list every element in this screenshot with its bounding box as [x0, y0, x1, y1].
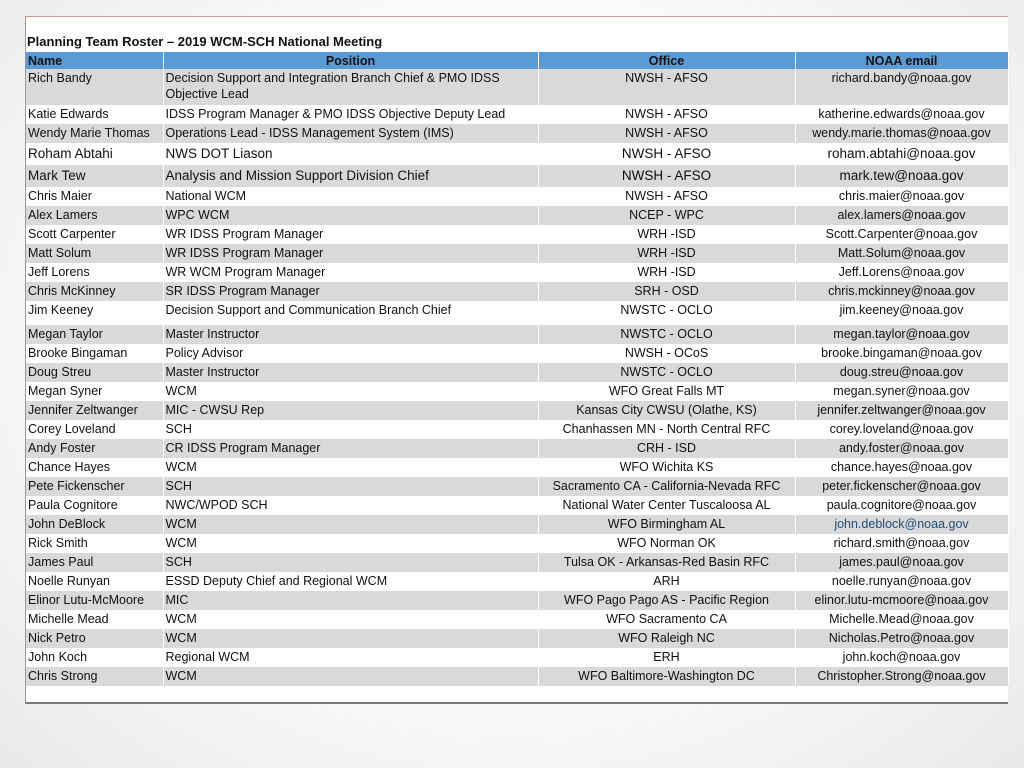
cell-email[interactable]: Michelle.Mead@noaa.gov — [795, 610, 1008, 629]
cell-position: CR IDSS Program Manager — [163, 439, 538, 458]
cell-position: MIC - CWSU Rep — [163, 401, 538, 420]
roster-table — [26, 52, 1009, 686]
cell-office: WFO Pago Pago AS - Pacific Region — [538, 591, 795, 610]
table-row — [26, 610, 1008, 629]
cell-office: SRH - OSD — [538, 282, 795, 301]
cell-position: Analysis and Mission Support Division Chief — [163, 165, 538, 187]
cell-email[interactable]: chance.hayes@noaa.gov — [795, 458, 1008, 477]
cell-email[interactable]: Nicholas.Petro@noaa.gov — [795, 629, 1008, 648]
cell-email[interactable]: john.deblock@noaa.gov — [795, 515, 1008, 534]
table-row — [26, 282, 1008, 301]
table-row — [26, 382, 1008, 401]
cell-name: Jennifer Zeltwanger — [26, 401, 163, 420]
page-title: Planning Team Roster – 2019 WCM-SCH National Meeting — [27, 34, 383, 49]
table-row — [26, 477, 1008, 496]
table-row — [26, 143, 1008, 165]
cell-position: Operations Lead - IDSS Management System (IMS) — [163, 124, 538, 143]
cell-name: Elinor Lutu-McMoore — [26, 591, 163, 610]
cell-office: Chanhassen MN - North Central RFC — [538, 420, 795, 439]
cell-office: Tulsa OK - Arkansas-Red Basin RFC — [538, 553, 795, 572]
cell-office: NWSH - AFSO — [538, 69, 795, 105]
column-header-name: Name — [26, 52, 163, 69]
cell-email[interactable]: jim.keeney@noaa.gov — [795, 301, 1008, 325]
table-row — [26, 667, 1008, 686]
column-header-office: Office — [538, 52, 795, 69]
cell-name: Jim Keeney — [26, 301, 163, 325]
cell-office: CRH - ISD — [538, 439, 795, 458]
cell-email[interactable]: andy.foster@noaa.gov — [795, 439, 1008, 458]
column-header-email: NOAA email — [795, 52, 1008, 69]
table-row — [26, 496, 1008, 515]
cell-email[interactable]: richard.bandy@noaa.gov — [795, 69, 1008, 105]
table-row — [26, 515, 1008, 534]
cell-position: WR IDSS Program Manager — [163, 225, 538, 244]
cell-email[interactable]: james.paul@noaa.gov — [795, 553, 1008, 572]
cell-email[interactable]: jennifer.zeltwanger@noaa.gov — [795, 401, 1008, 420]
cell-office: NWSTC - OCLO — [538, 301, 795, 325]
cell-office: NWSH - OCoS — [538, 344, 795, 363]
table-row — [26, 439, 1008, 458]
cell-office: WFO Wichita KS — [538, 458, 795, 477]
cell-email[interactable]: Jeff.Lorens@noaa.gov — [795, 263, 1008, 282]
cell-email[interactable]: wendy.marie.thomas@noaa.gov — [795, 124, 1008, 143]
cell-position: Decision Support and Integration Branch Chief & PMO IDSS Objective Lead — [163, 69, 538, 105]
cell-position: WCM — [163, 382, 538, 401]
cell-name: Brooke Bingaman — [26, 344, 163, 363]
table-row — [26, 165, 1008, 187]
cell-office: WRH -ISD — [538, 244, 795, 263]
table-row — [26, 344, 1008, 363]
cell-position: WR IDSS Program Manager — [163, 244, 538, 263]
cell-name: Paula Cognitore — [26, 496, 163, 515]
cell-position: WCM — [163, 515, 538, 534]
cell-name: Roham Abtahi — [26, 143, 163, 165]
table-row — [26, 69, 1008, 105]
cell-email[interactable]: brooke.bingaman@noaa.gov — [795, 344, 1008, 363]
cell-position: SR IDSS Program Manager — [163, 282, 538, 301]
cell-email[interactable]: richard.smith@noaa.gov — [795, 534, 1008, 553]
cell-office: WFO Sacramento CA — [538, 610, 795, 629]
cell-email[interactable]: john.koch@noaa.gov — [795, 648, 1008, 667]
cell-email[interactable]: Scott.Carpenter@noaa.gov — [795, 225, 1008, 244]
cell-position: National WCM — [163, 187, 538, 206]
roster-body — [26, 69, 1008, 686]
cell-name: Pete Fickenscher — [26, 477, 163, 496]
cell-email[interactable]: chris.mckinney@noaa.gov — [795, 282, 1008, 301]
cell-name: John Koch — [26, 648, 163, 667]
cell-name: Katie Edwards — [26, 105, 163, 124]
cell-position: NWS DOT Liason — [163, 143, 538, 165]
cell-name: Chance Hayes — [26, 458, 163, 477]
cell-name: Michelle Mead — [26, 610, 163, 629]
table-row — [26, 325, 1008, 344]
cell-name: James Paul — [26, 553, 163, 572]
cell-email[interactable]: Matt.Solum@noaa.gov — [795, 244, 1008, 263]
cell-office: NWSTC - OCLO — [538, 363, 795, 382]
cell-office: NWSH - AFSO — [538, 143, 795, 165]
table-row — [26, 534, 1008, 553]
cell-position: Decision Support and Communication Branch Chief — [163, 301, 538, 325]
cell-office: NWSH - AFSO — [538, 124, 795, 143]
cell-name: Alex Lamers — [26, 206, 163, 225]
cell-name: Rick Smith — [26, 534, 163, 553]
cell-position: Master Instructor — [163, 363, 538, 382]
table-row — [26, 363, 1008, 382]
cell-office: WFO Birmingham AL — [538, 515, 795, 534]
cell-office: NWSH - AFSO — [538, 187, 795, 206]
cell-position: SCH — [163, 553, 538, 572]
cell-office: NWSH - AFSO — [538, 105, 795, 124]
table-row — [26, 124, 1008, 143]
cell-email[interactable]: megan.syner@noaa.gov — [795, 382, 1008, 401]
cell-name: John DeBlock — [26, 515, 163, 534]
table-row — [26, 458, 1008, 477]
cell-position: WPC WCM — [163, 206, 538, 225]
cell-office: National Water Center Tuscaloosa AL — [538, 496, 795, 515]
cell-position: IDSS Program Manager & PMO IDSS Objective Deputy Lead — [163, 105, 538, 124]
table-row — [26, 105, 1008, 124]
cell-office: WFO Great Falls MT — [538, 382, 795, 401]
cell-email[interactable]: peter.fickenscher@noaa.gov — [795, 477, 1008, 496]
cell-email[interactable]: Christopher.Strong@noaa.gov — [795, 667, 1008, 686]
table-row — [26, 420, 1008, 439]
roster-sheet — [25, 16, 1008, 704]
cell-email[interactable]: corey.loveland@noaa.gov — [795, 420, 1008, 439]
table-row — [26, 572, 1008, 591]
table-row — [26, 263, 1008, 282]
cell-name: Doug Streu — [26, 363, 163, 382]
cell-name: Matt Solum — [26, 244, 163, 263]
cell-email[interactable]: alex.lamers@noaa.gov — [795, 206, 1008, 225]
cell-office: WRH -ISD — [538, 225, 795, 244]
cell-name: Rich Bandy — [26, 69, 163, 105]
table-row — [26, 591, 1008, 610]
column-header-position: Position — [163, 52, 538, 69]
cell-email[interactable]: doug.streu@noaa.gov — [795, 363, 1008, 382]
cell-office: WFO Raleigh NC — [538, 629, 795, 648]
cell-position: Policy Advisor — [163, 344, 538, 363]
cell-email[interactable]: chris.maier@noaa.gov — [795, 187, 1008, 206]
table-row — [26, 301, 1008, 325]
cell-position: WCM — [163, 629, 538, 648]
table-row — [26, 553, 1008, 572]
cell-name: Noelle Runyan — [26, 572, 163, 591]
cell-office: Kansas City CWSU (Olathe, KS) — [538, 401, 795, 420]
table-row — [26, 187, 1008, 206]
cell-name: Corey Loveland — [26, 420, 163, 439]
cell-office: WFO Baltimore-Washington DC — [538, 667, 795, 686]
cell-name: Scott Carpenter — [26, 225, 163, 244]
cell-position: WCM — [163, 458, 538, 477]
cell-position: NWC/WPOD SCH — [163, 496, 538, 515]
cell-name: Chris Strong — [26, 667, 163, 686]
cell-email[interactable]: mark.tew@noaa.gov — [795, 165, 1008, 187]
table-row — [26, 401, 1008, 420]
cell-name: Andy Foster — [26, 439, 163, 458]
cell-position: WCM — [163, 534, 538, 553]
cell-name: Nick Petro — [26, 629, 163, 648]
cell-office: NCEP - WPC — [538, 206, 795, 225]
cell-name: Mark Tew — [26, 165, 163, 187]
cell-name: Wendy Marie Thomas — [26, 124, 163, 143]
cell-name: Chris McKinney — [26, 282, 163, 301]
cell-position: Regional WCM — [163, 648, 538, 667]
cell-email[interactable]: elinor.lutu-mcmoore@noaa.gov — [795, 591, 1008, 610]
cell-name: Megan Syner — [26, 382, 163, 401]
cell-office: Sacramento CA - California-Nevada RFC — [538, 477, 795, 496]
cell-name: Chris Maier — [26, 187, 163, 206]
cell-name: Jeff Lorens — [26, 263, 163, 282]
cell-position: MIC — [163, 591, 538, 610]
header-row — [26, 52, 1008, 69]
cell-position: WCM — [163, 667, 538, 686]
cell-office: NWSTC - OCLO — [538, 325, 795, 344]
cell-office: ARH — [538, 572, 795, 591]
cell-email[interactable]: noelle.runyan@noaa.gov — [795, 572, 1008, 591]
cell-position: WCM — [163, 610, 538, 629]
cell-position: WR WCM Program Manager — [163, 263, 538, 282]
table-row — [26, 225, 1008, 244]
cell-position: SCH — [163, 420, 538, 439]
cell-office: NWSH - AFSO — [538, 165, 795, 187]
table-row — [26, 206, 1008, 225]
table-row — [26, 648, 1008, 667]
cell-name: Megan Taylor — [26, 325, 163, 344]
cell-email[interactable]: megan.taylor@noaa.gov — [795, 325, 1008, 344]
cell-position: ESSD Deputy Chief and Regional WCM — [163, 572, 538, 591]
cell-email[interactable]: paula.cognitore@noaa.gov — [795, 496, 1008, 515]
table-row — [26, 629, 1008, 648]
cell-position: SCH — [163, 477, 538, 496]
table-row — [26, 244, 1008, 263]
cell-position: Master Instructor — [163, 325, 538, 344]
cell-email[interactable]: roham.abtahi@noaa.gov — [795, 143, 1008, 165]
cell-email[interactable]: katherine.edwards@noaa.gov — [795, 105, 1008, 124]
cell-office: WRH -ISD — [538, 263, 795, 282]
cell-office: ERH — [538, 648, 795, 667]
cell-office: WFO Norman OK — [538, 534, 795, 553]
